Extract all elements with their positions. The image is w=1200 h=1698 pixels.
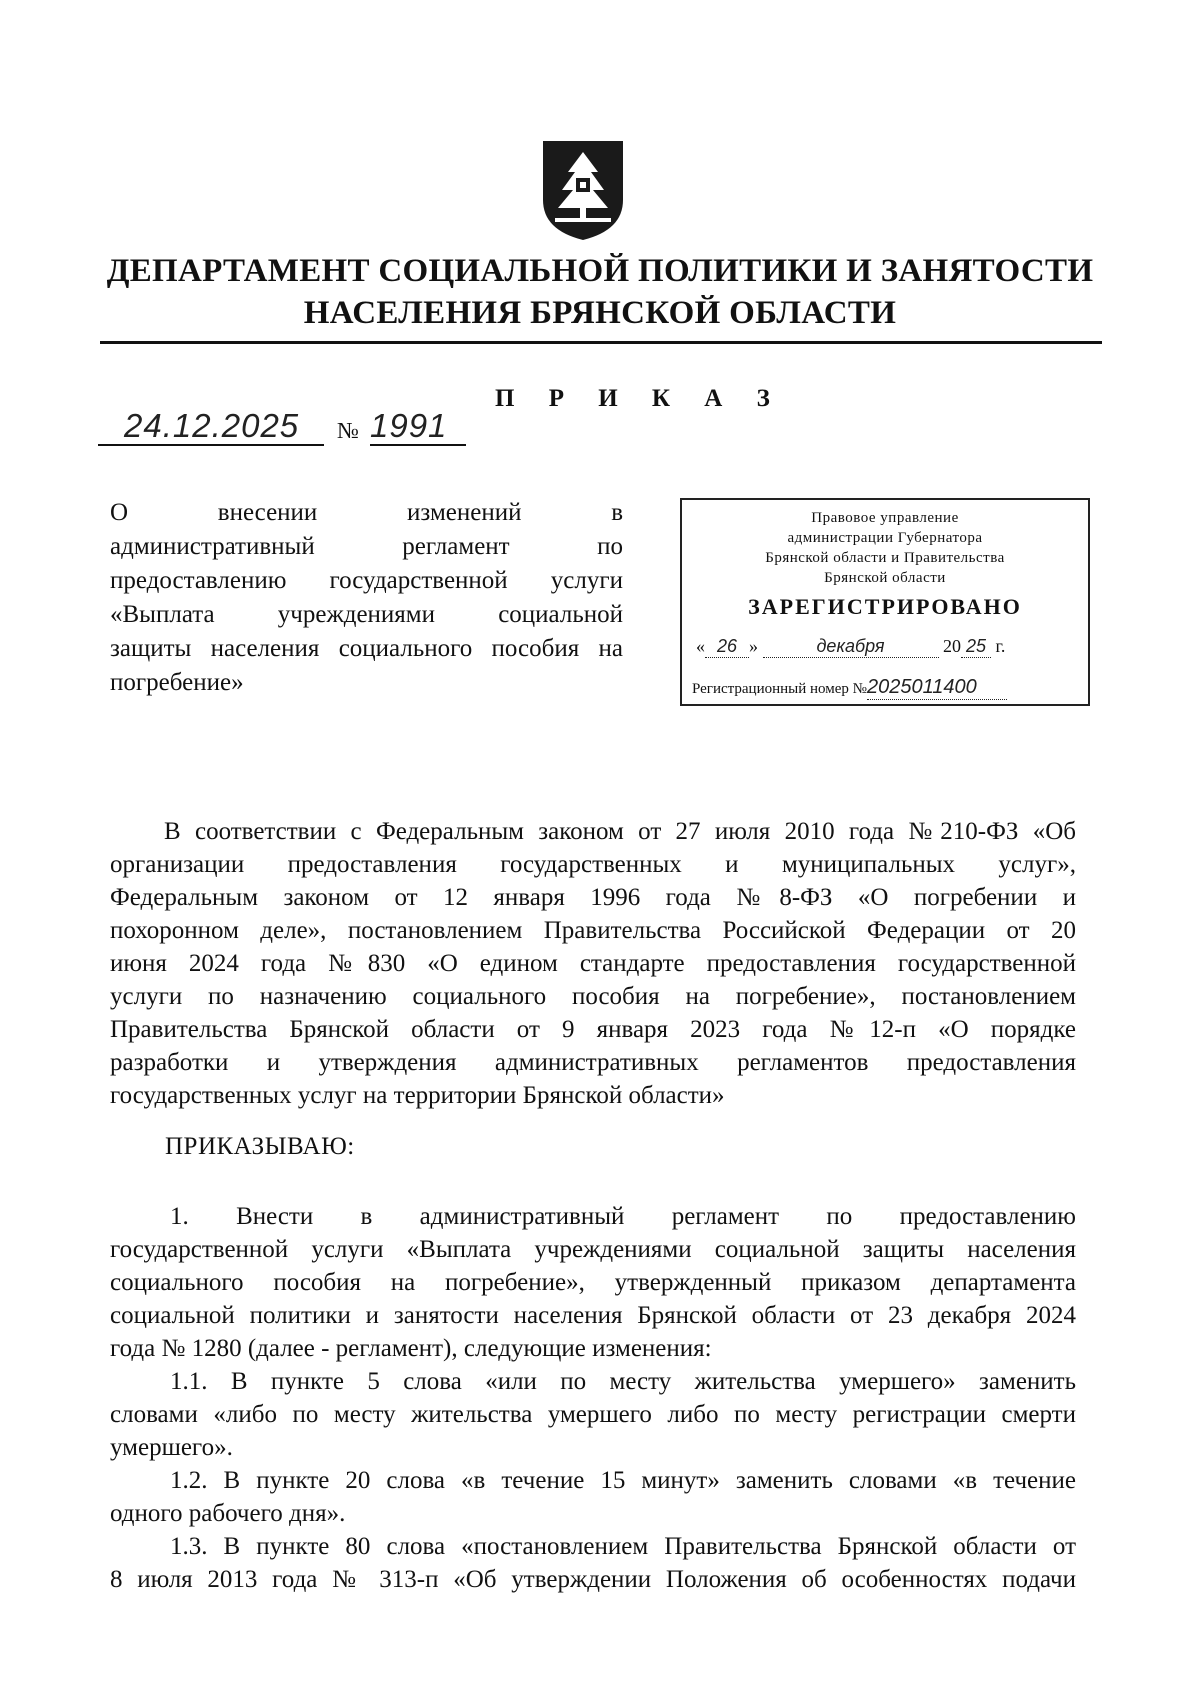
department-title-line1: ДЕПАРТАМЕНТ СОЦИАЛЬНОЙ ПОЛИТИКИ И ЗАНЯТОСТИ — [106, 253, 1094, 289]
stamp-line: Брянской области — [824, 570, 946, 586]
text-line: 1.3. В пункте 80 слова «постановлением Правительства Брянской области от — [170, 1533, 1076, 1560]
department-title-line2: НАСЕЛЕНИЯ БРЯНСКОЙ ОБЛАСТИ — [303, 295, 897, 331]
stamp-date — [696, 636, 1086, 658]
stamp-year-prefix: 20 — [943, 636, 961, 656]
text-line: Правительства Брянской области от 9 января 2023 года №12-п «О порядке — [110, 1016, 1076, 1043]
coat-of-arms-emblem — [540, 138, 626, 242]
order-date-handwritten: 24.12.2025 — [98, 408, 324, 446]
text-line: государственных услуг на территории Брянской области» — [110, 1082, 725, 1109]
text-line: одного рабочего дня». — [110, 1500, 346, 1527]
text-line: июня 2024 года №830 «О едином стандарте предоставления государственной — [110, 950, 1076, 977]
subject-line: предоставлению государственной услуги — [110, 567, 623, 594]
stamp-day: 26 — [705, 636, 749, 658]
preamble-paragraph — [110, 815, 1076, 1112]
text-line: 8 июля 2013 года № 313-п «Об утверждении Положения об особенностях подачи — [110, 1566, 1076, 1593]
header-rule — [100, 341, 1102, 344]
text-line: организации предоставления государственных и муниципальных услуг», — [110, 851, 1076, 878]
text-line: государственной услуги «Выплата учреждениями социальной защиты населения — [110, 1236, 1076, 1263]
stamp-line: администрации Губернатора — [787, 530, 983, 546]
order-number-handwritten: 1991 — [370, 408, 466, 446]
order-subject — [110, 496, 623, 700]
text-line: социального пособия на погребение», утвержденный приказом департамента — [110, 1269, 1076, 1296]
text-line: умершего». — [110, 1434, 233, 1461]
text-line: 1.1. В пункте 5 слова «или по месту жительства умершего» заменить — [170, 1368, 1076, 1395]
text-line: 1.2. В пункте 20 слова «в течение 15 минут» заменить словами «в течение — [170, 1467, 1076, 1494]
order-title: П Р И К А З — [495, 385, 784, 412]
stamp-year: 25 — [961, 636, 991, 658]
text-line: 1. Внести в административный регламент по предоставлению — [170, 1203, 1076, 1230]
subject-line: О внесении изменений в — [110, 499, 623, 526]
subject-line: «Выплата учреждениями социальной — [110, 601, 623, 628]
stamp-month: декабря — [763, 636, 939, 658]
text-line: года № 1280 (далее - регламент), следующие изменения: — [110, 1335, 712, 1362]
stamp-reg-value: 2025011400 — [867, 676, 1007, 700]
text-line: В соответствии с Федеральным законом от 27 июля 2010 года №210-ФЗ «Об — [164, 818, 1076, 845]
stamp-reg-label: Регистрационный номер № — [692, 681, 867, 697]
subject-line: административный регламент по — [110, 533, 623, 560]
text-line: Федеральным законом от 12 января 1996 года №8-ФЗ «О погребении и — [110, 884, 1076, 911]
stamp-line: Правовое управление — [811, 510, 959, 526]
prikazyvayu-heading: ПРИКАЗЫВАЮ: — [165, 1133, 355, 1160]
text-line: социальной политики и занятости населения Брянской области от 23 декабря 2024 — [110, 1302, 1076, 1329]
registration-stamp — [680, 498, 1090, 706]
stamp-reg-number — [692, 676, 1088, 700]
subject-line: погребение» — [110, 669, 244, 696]
department-title — [90, 250, 1110, 334]
stamp-day-close-quote: » — [749, 636, 758, 656]
stamp-registered: ЗАРЕГИСТРИРОВАНО — [748, 594, 1022, 619]
order-items — [110, 1200, 1076, 1596]
stamp-year-suffix: г. — [995, 636, 1006, 656]
order-number-label: № — [337, 418, 359, 443]
subject-line: защиты населения социального пособия на — [110, 635, 623, 662]
text-line: похоронном деле», постановлением Правительства Российской Федерации от 20 — [110, 917, 1076, 944]
text-line: словами «либо по месту жительства умершего либо по месту регистрации смерти — [110, 1401, 1076, 1428]
stamp-day-open-quote: « — [696, 636, 705, 656]
stamp-line: Брянской области и Правительства — [765, 550, 1005, 566]
text-line: разработки и утверждения административных регламентов предоставления — [110, 1049, 1076, 1076]
text-line: услуги по назначению социального пособия на погребение», постановлением — [110, 983, 1076, 1010]
